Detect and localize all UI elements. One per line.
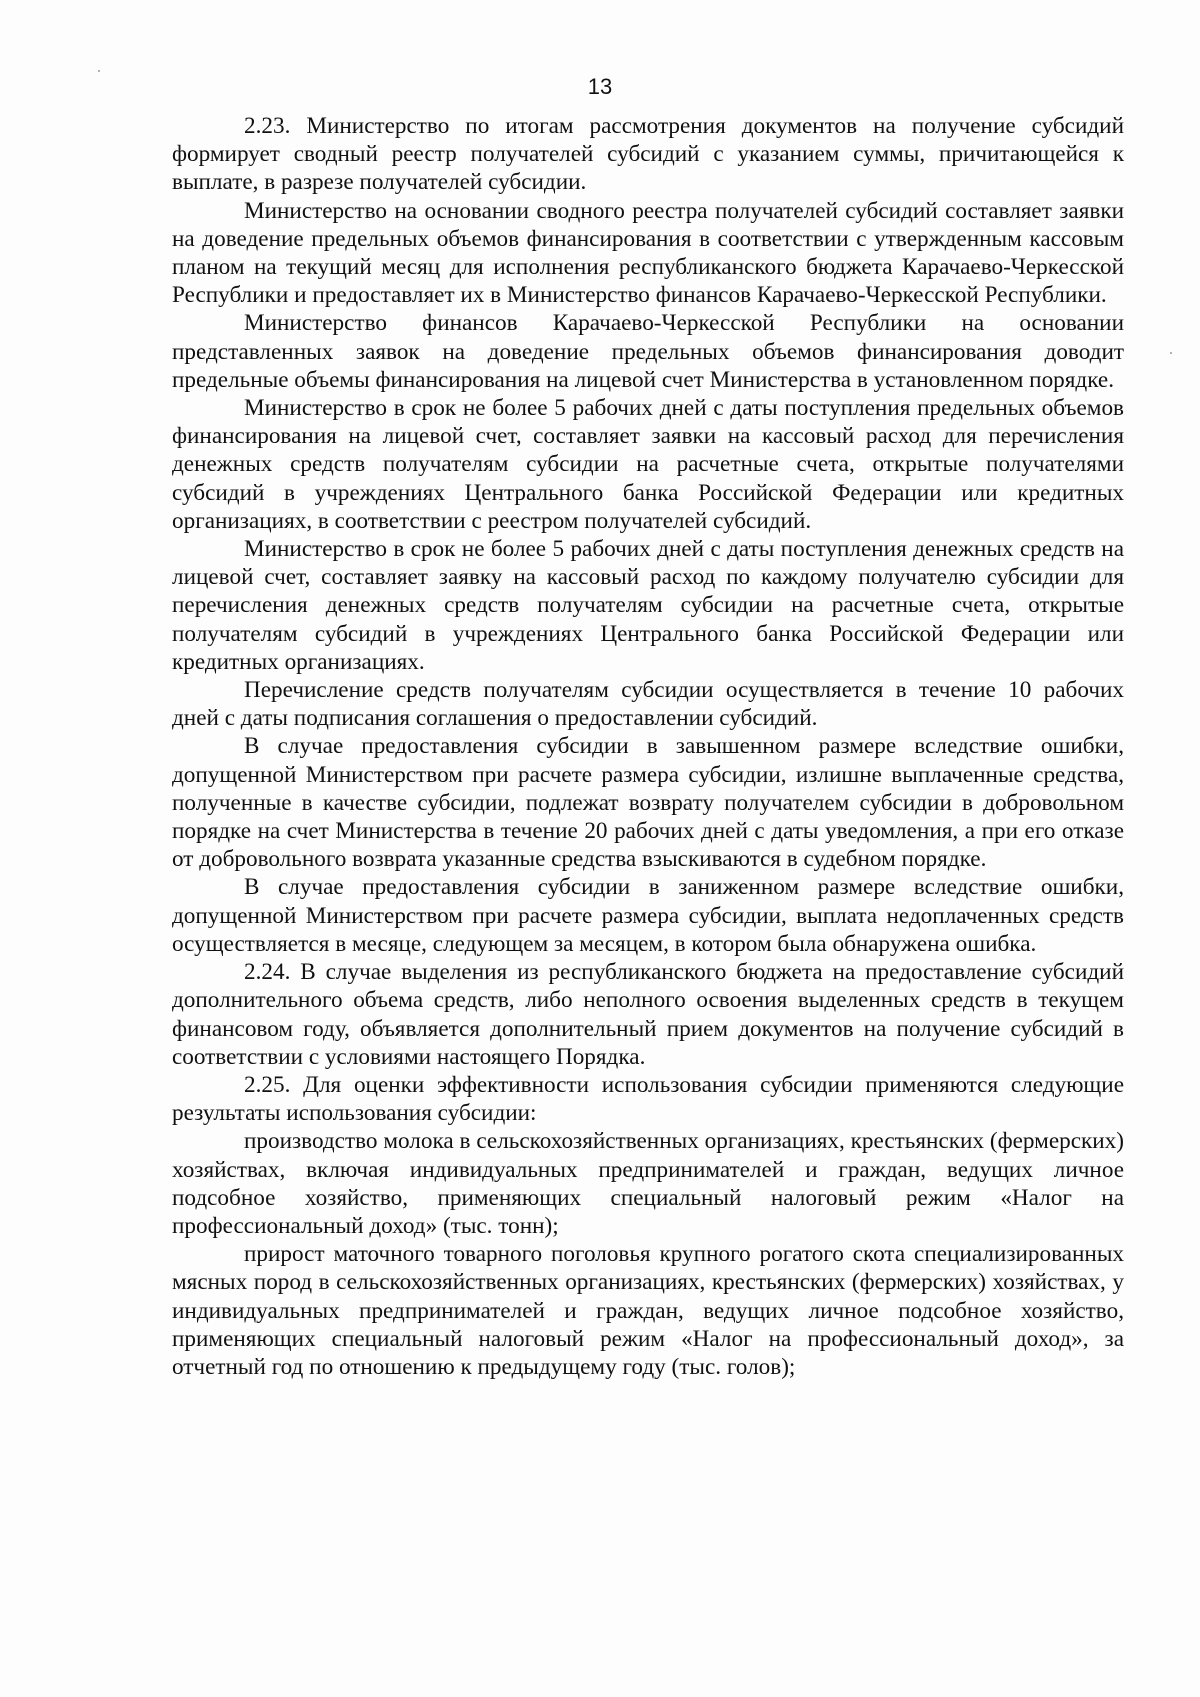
paragraph-2-23: 2.23. Министерство по итогам рассмотрения документов на получение субсидий формирует сводный реестр получателей субсидий с указанием суммы, причитающейся к выплате, в разрезе получателей субсидии.	[172, 113, 1124, 196]
page-number: 13	[587, 74, 613, 99]
scan-speck	[98, 70, 100, 72]
paragraph-overpayment: В случае предоставления субсидии в завышенном размере вследствие ошибки, допущенной Министерством при расчете размера субсидии, излишне выплаченные средства, полученные в качестве субсидии, подлежат возврату получателем субсидии в добровольном порядке на счет Министерства в течение 20 рабочих дней с даты уведомления, а при его отказе от добровольного возврата указанные средства взыскиваются в судебном порядке.	[172, 733, 1124, 873]
document-body	[172, 112, 1124, 1381]
paragraph-underpayment: В случае предоставления субсидии в заниженном размере вследствие ошибки, допущенной Министерством при расчете размера субсидии, выплата недоплаченных средств осуществляется в месяце, следующем за месяцем, в котором была обнаружена ошибка.	[172, 874, 1124, 957]
paragraph-transfer-term: Перечисление средств получателям субсидии осуществляется в течение 10 рабочих дней с даты подписания соглашения о предоставлении субсидий.	[172, 677, 1124, 732]
paragraph-per-recipient-request: Министерство в срок не более 5 рабочих дней с даты поступления денежных средств на лицевой счет, составляет заявку на кассовый расход по каждому получателю субсидии для перечисления денежных средств получателям субсидии на расчетные счета, открытые получателям субсидий в учреждениях Центрального банка Российской Федерации или кредитных организациях.	[172, 536, 1124, 675]
list-item-cattle-growth: прирост маточного товарного поголовья крупного рогатого скота специализированных мясных пород в сельскохозяйственных организациях, крестьянских (фермерских) хозяйствах, у индивидуальных предпринимателей и граждан, ведущих личное подсобное хозяйство, применяющих специальный налоговый режим «Налог на профессиональный доход», за отчетный год по отношению к предыдущему году (тыс. голов);	[172, 1241, 1124, 1380]
paragraph-funding-requests: Министерство на основании сводного реестра получателей субсидий составляет заявки на доведение предельных объемов финансирования в соответствии с утвержденным кассовым планом на текущий месяц для исполнения республиканского бюджета Карачаево-Черкесской Республики и предоставляет их в Министерство финансов Карачаево-Черкесской Республики.	[172, 197, 1124, 309]
paragraph-cash-expense-requests: Министерство в срок не более 5 рабочих дней с даты поступления предельных объемов финансирования на лицевой счет, составляет заявки на кассовый расход для перечисления денежных средств получателям субсидии на расчетные счета, открытые получателями субсидий в учреждениях Центрального банка Российской Федерации или кредитных организациях, в соответствии с реестром получателей субсидий.	[172, 395, 1124, 534]
paragraph-ministry-of-finance: Министерство финансов Карачаево-Черкесской Республики на основании представленных заявок на доведение предельных объемов финансирования доводит предельные объемы финансирования на лицевой счет Министерства в установленном порядке.	[172, 310, 1124, 393]
list-item-milk-production: производство молока в сельскохозяйственных организациях, крестьянских (фермерских) хозяйствах, включая индивидуальных предпринимателей и граждан, ведущих личное подсобное хозяйство, применяющих специальный налоговый режим «Налог на профессиональный доход» (тыс. тонн);	[172, 1128, 1124, 1239]
paragraph-2-25: 2.25. Для оценки эффективности использования субсидии применяются следующие результаты использования субсидии:	[172, 1071, 1124, 1127]
scan-speck	[1170, 352, 1172, 354]
paragraph-2-24: 2.24. В случае выделения из республиканского бюджета на предоставление субсидий дополнительного объема средств, либо неполного освоения выделенных средств в текущем финансовом году, объявляется дополнительный прием документов на получение субсидий в соответствии с условиями настоящего Порядка.	[172, 959, 1124, 1070]
